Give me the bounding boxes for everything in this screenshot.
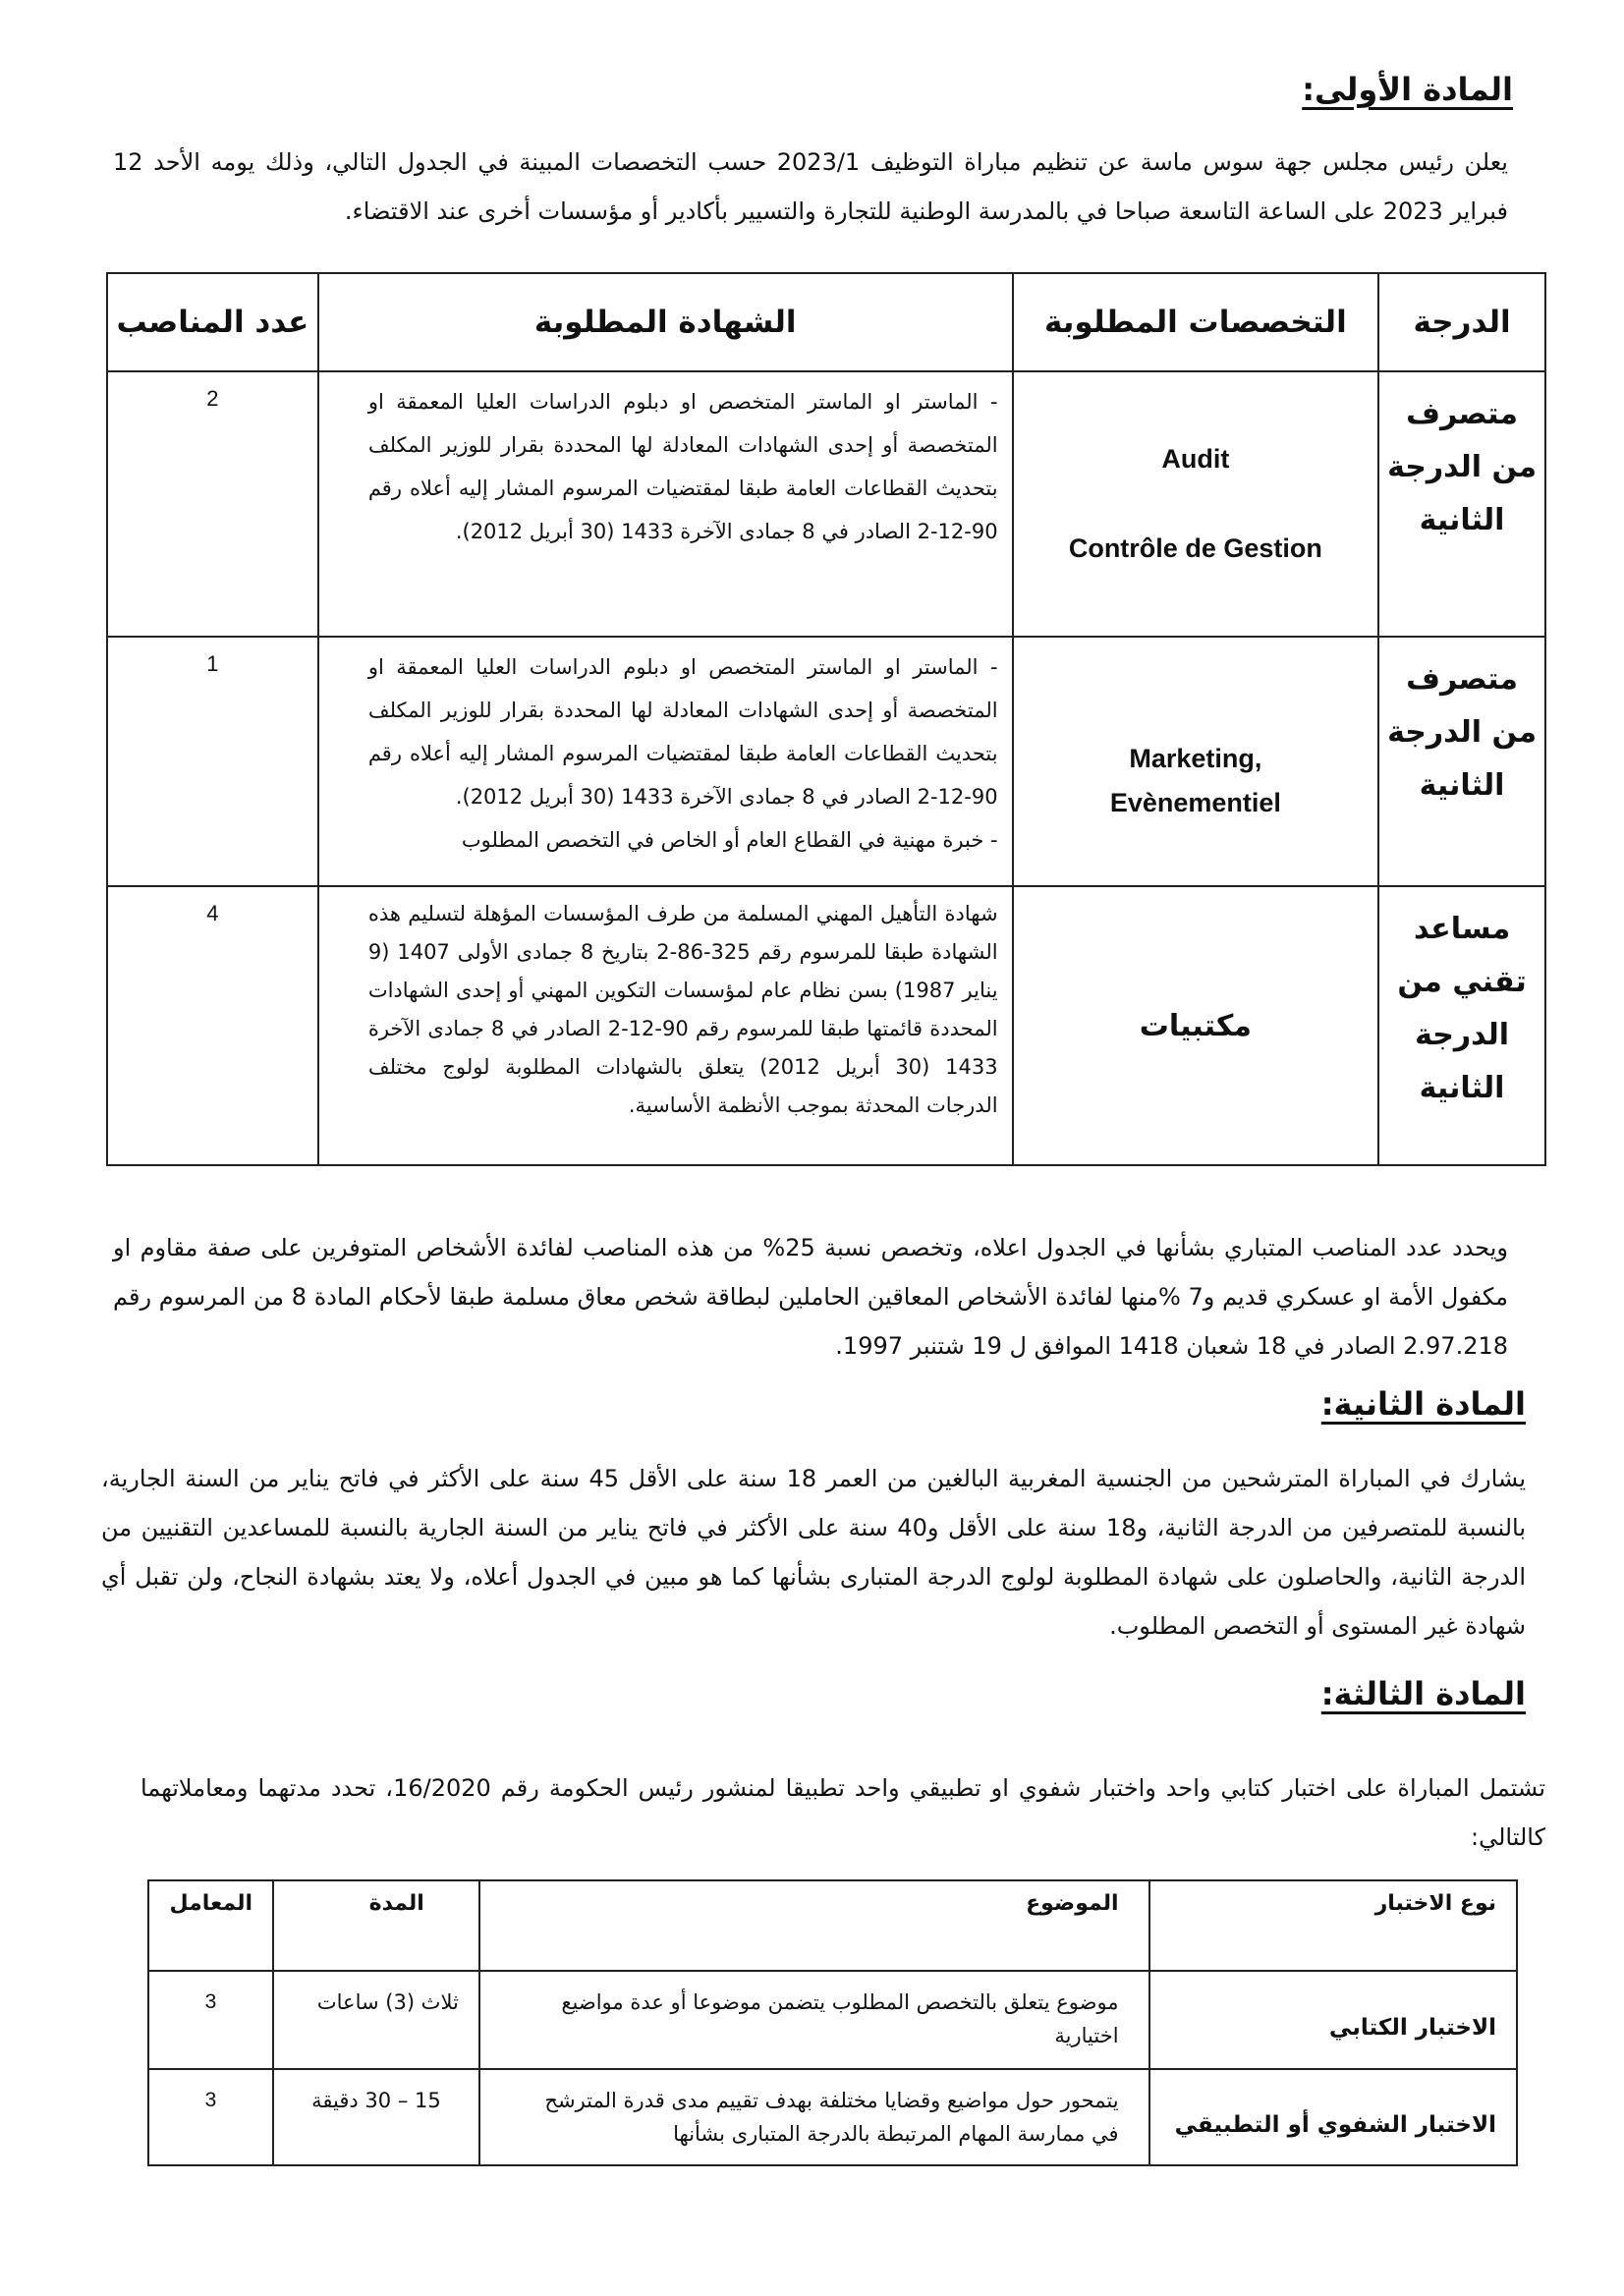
positions-table-header	[107, 273, 1545, 371]
specialty-item: مكتبيات	[1139, 1008, 1252, 1043]
row-posts: 1	[107, 637, 318, 886]
row-grade: مساعد تقني من الدرجة الثانية	[1378, 886, 1545, 1165]
article2-paragraph: يشارك في المباراة المترشحين من الجنسية المغربية البالغين من العمر 18 سنة على الأقل 45 سنة على الأكثر في فاتح يناير من السنة الجارية، بالنسبة للمتصرفين من الدرجة الثانية، و18 سنة على الأقل و40 سنة على الأكثر في فاتح يناير من السنة الجارية بالنسبة للمساعدين التقنيين من الدرجة الثانية، والحاصلون على شهادة المطلوبة لولوج الدرجة المتبارى بشأنها كما هو مبين في الجدول أعلاه، ولا يعتد بشهادة النجاح، ولن تقبل أي شهادة غير المستوى أو التخصص المطلوب.	[101, 1465, 1526, 1640]
row-specialties	[1013, 637, 1379, 886]
exam-subject: موضوع يتعلق بالتخصص المطلوب يتضمن موضوعا أو عدة مواضيع اختيارية	[479, 1971, 1149, 2069]
row-specialties	[1013, 371, 1379, 637]
exam-duration: 15 – 30 دقيقة	[273, 2069, 479, 2165]
article3-heading: المادة الثالثة:	[1320, 1675, 1526, 1712]
table-row	[107, 637, 1545, 886]
certificate-text: - الماستر او الماستر المتخصص او دبلوم الدراسات العليا المعمقة او المتخصصة أو إحدى الشهادات المعادلة لها المحددة بقرار للوزير المكلف بتحديث القطاعات العامة طبقا لمقتضيات المرسوم المشار إليه أعلاه رقم 90-12-2 الصادر في 8 جمادى الآخرة 1433 (30 أبريل 2012).	[367, 655, 998, 809]
article1-heading: المادة الأولى:	[1302, 71, 1513, 108]
exam-type: الاختبار الكتابي	[1149, 1971, 1517, 2069]
table-row	[107, 886, 1545, 1165]
exams-table	[147, 1879, 1518, 2166]
header-exam-type: نوع الاختبار	[1149, 1880, 1517, 1971]
article2-heading: المادة الثانية:	[1320, 1385, 1526, 1423]
exam-duration: ثلاث (3) ساعات	[273, 1971, 479, 2069]
exam-type: الاختبار الشفوي أو التطبيقي	[1149, 2069, 1517, 2165]
row-posts: 2	[107, 371, 318, 637]
exams-table-header	[148, 1880, 1517, 1971]
table-row	[148, 1971, 1517, 2069]
certificate-text: شهادة التأهيل المهني المسلمة من طرف المؤسسات المؤهلة لتسليم هذه الشهادة طبقا للمرسوم رقم 325-86-2 بتاريخ 8 جمادى الأولى 1407 (9 يناير 1987) بسن نظام عام لمؤسسات التكوين المهني أو إحدى الشهادات المحددة قائمتها طبقا للمرسوم رقم 90-12-2 الصادر في 8 جمادى الآخرة 1433 (30 أبريل 2012) يتعلق بالشهادات المطلوبة لولوج مختلف الدرجات المحدثة بموجب الأنظمة الأساسية.	[367, 902, 998, 1117]
certificate-text: - الماستر او الماستر المتخصص او دبلوم الدراسات العليا المعمقة او المتخصصة أو إحدى الشهادات المعادلة لها المحددة بقرار للوزير المكلف بتحديث القطاعات العامة طبقا لمقتضيات المرسوم المشار إليه أعلاه رقم 90-12-2 الصادر في 8 جمادى الآخرة 1433 (30 أبريل 2012).	[367, 390, 998, 543]
header-coefficient: المعامل	[148, 1880, 273, 1971]
row-specialties	[1013, 886, 1379, 1165]
positions-table	[106, 272, 1546, 1166]
table-row	[148, 2069, 1517, 2165]
row-posts: 4	[107, 886, 318, 1165]
specialty-item: Marketing,	[1129, 743, 1262, 773]
header-certificate: الشهادة المطلوبة	[318, 273, 1013, 371]
exam-coefficient: 3	[148, 1971, 273, 2069]
table-row	[107, 371, 1545, 637]
specialty-item: Evènementiel	[1109, 787, 1281, 817]
header-specialties: التخصصات المطلوبة	[1013, 273, 1379, 371]
exam-coefficient: 3	[148, 2069, 273, 2165]
row-certificate	[318, 637, 1013, 886]
header-subject: الموضوع	[479, 1880, 1149, 1971]
specialty-item: Contrôle de Gestion	[1068, 533, 1322, 563]
quota-paragraph: ويحدد عدد المناصب المتباري بشأنها في الجدول اعلاه، وتخصص نسبة 25% من هذه المناصب لفائدة الأشخاص المتوفرين على صفة مقاوم او مكفول الأمة او عسكري قديم و7 %منها لفائدة الأشخاص المعاقين الحاملين لبطاقة شخص معاق مسلمة طبقا لأحكام المادة 8 من المرسوم رقم 2.97.218 الصادر في 18 شعبان 1418 الموافق ل 19 شتنبر 1997.	[113, 1234, 1509, 1360]
article1-paragraph: يعلن رئيس مجلس جهة سوس ماسة عن تنظيم مباراة التوظيف 2023/1 حسب التخصصات المبينة في الجدول التالي، وذلك يومه الأحد 12 فبراير 2023 على الساعة التاسعة صباحا في بالمدرسة الوطنية للتجارة والتسيير بأكادير أو مؤسسات أخرى عند الاقتضاء.	[113, 148, 1508, 225]
row-certificate	[318, 371, 1013, 637]
row-certificate	[318, 886, 1013, 1165]
row-grade: متصرف من الدرجة الثانية	[1378, 371, 1545, 637]
article3-paragraph: تشتمل المباراة على اختبار كتابي واحد واختبار شفوي او تطبيقي واحد تطبيقا لمنشور رئيس الحكومة رقم 16/2020، تحدد مدتهما ومعاملاتهما كالتالي:	[140, 1774, 1546, 1851]
specialty-item: Audit	[1161, 444, 1230, 474]
exam-subject: يتمحور حول مواضيع وقضايا مختلفة بهدف تقييم مدى قدرة المترشح في ممارسة المهام المرتبطة بالدرجة المتبارى بشأنها	[479, 2069, 1149, 2165]
certificate-text: - خبرة مهنية في القطاع العام أو الخاص في التخصص المطلوب	[461, 828, 998, 852]
header-grade: الدرجة	[1378, 273, 1545, 371]
header-duration: المدة	[273, 1880, 479, 1971]
row-grade: متصرف من الدرجة الثانية	[1378, 637, 1545, 886]
header-posts: عدد المناصب	[107, 273, 318, 371]
